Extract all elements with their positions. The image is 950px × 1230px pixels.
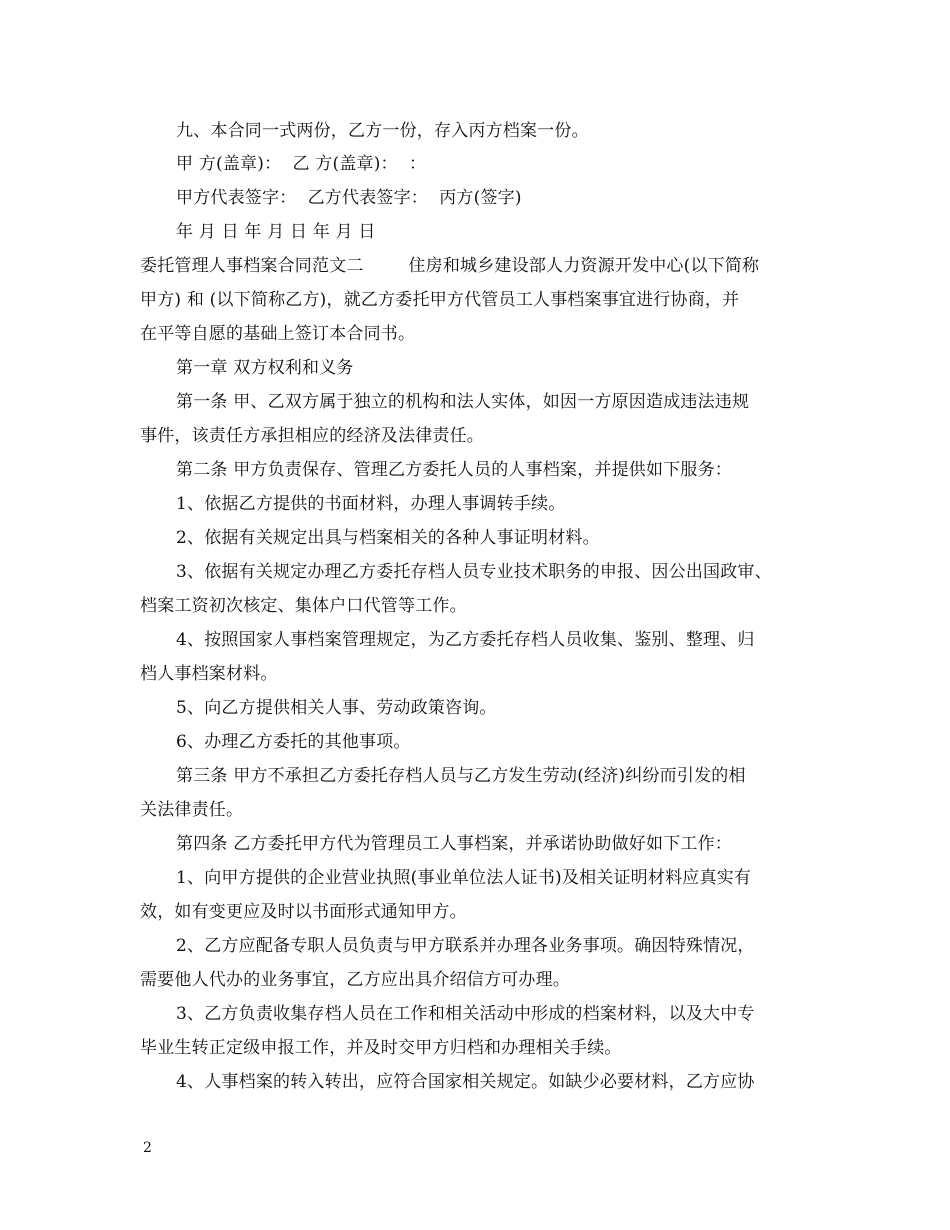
duty-item-2: 2、乙方应配备专职人员负责与甲方联系并办理各业务事项。确因特殊情况， xyxy=(176,936,755,956)
date-line: 年 月 日 年 月 日 年 月 日 xyxy=(176,222,376,242)
service-item-5: 5、向乙方提供相关人事、劳动政策咨询。 xyxy=(176,698,497,718)
chapter-heading: 第一章 双方权利和义务 xyxy=(176,358,354,378)
duty-item-3: 3、乙方负责收集存档人员在工作和相关活动中形成的档案材料，以及大中专 xyxy=(176,1004,755,1024)
party-seal-line: 甲 方(盖章)： 乙 方(盖章)： ： xyxy=(176,154,427,174)
article-three-continued: 关法律责任。 xyxy=(140,800,244,820)
article-two: 第二条 甲方负责保存、管理乙方委托人员的人事档案，并提供如下服务： xyxy=(176,460,733,480)
service-item-4: 4、按照国家人事档案管理规定，为乙方委托存档人员收集、鉴别、整理、归 xyxy=(176,630,755,650)
duty-item-4: 4、人事档案的转入转出，应符合国家相关规定。如缺少必要材料，乙方应协 xyxy=(176,1072,755,1092)
body-text-line: 在平等自愿的基础上签订本合同书。 xyxy=(140,324,416,344)
contract-title-line: 委托管理人事档案合同范文二 住房和城乡建设部人力资源开发中心(以下简称 xyxy=(140,256,760,276)
article-four: 第四条 乙方委托甲方代为管理员工人事档案，并承诺协助做好如下工作： xyxy=(176,834,733,854)
body-text-line: 甲方) 和 (以下简称乙方)，就乙方委托甲方代管员工人事档案事宜进行协商，并 xyxy=(140,290,740,310)
service-item-3: 3、依据有关规定办理乙方委托存档人员专业技术职务的申报、因公出国政审、 xyxy=(176,562,772,582)
clause-nine: 九、本合同一式两份，乙方一份，存入丙方档案一份。 xyxy=(176,121,589,141)
page-number: 2 xyxy=(143,1140,152,1156)
duty-item-1-continued: 效，如有变更应及时以书面形式通知甲方。 xyxy=(140,902,467,922)
article-three: 第三条 甲方不承担乙方委托存档人员与乙方发生劳动(经济)纠纷而引发的相 xyxy=(176,766,746,786)
article-one-continued: 事件，该责任方承担相应的经济及法律责任。 xyxy=(140,426,484,446)
service-item-4-continued: 档人事档案材料。 xyxy=(140,664,278,684)
article-one: 第一条 甲、乙双方属于独立的机构和法人实体，如因一方原因造成违法违规 xyxy=(176,392,750,412)
service-item-2: 2、依据有关规定出具与档案相关的各种人事证明材料。 xyxy=(176,528,600,548)
service-item-3-continued: 档案工资初次核定、集体户口代管等工作。 xyxy=(140,596,467,616)
representative-signature-line: 甲方代表签字： 乙方代表签字： 丙方(签字) xyxy=(176,188,522,208)
service-item-1: 1、依据乙方提供的书面材料，办理人事调转手续。 xyxy=(176,494,566,514)
service-item-6: 6、办理乙方委托的其他事项。 xyxy=(176,732,411,752)
duty-item-3-continued: 毕业生转正定级申报工作，并及时交甲方归档和办理相关手续。 xyxy=(140,1038,622,1058)
duty-item-1: 1、向甲方提供的企业营业执照(事业单位法人证书)及相关证明材料应真实有 xyxy=(176,868,752,888)
duty-item-2-continued: 需要他人代办的业务事宜，乙方应出具介绍信方可办理。 xyxy=(140,970,570,990)
